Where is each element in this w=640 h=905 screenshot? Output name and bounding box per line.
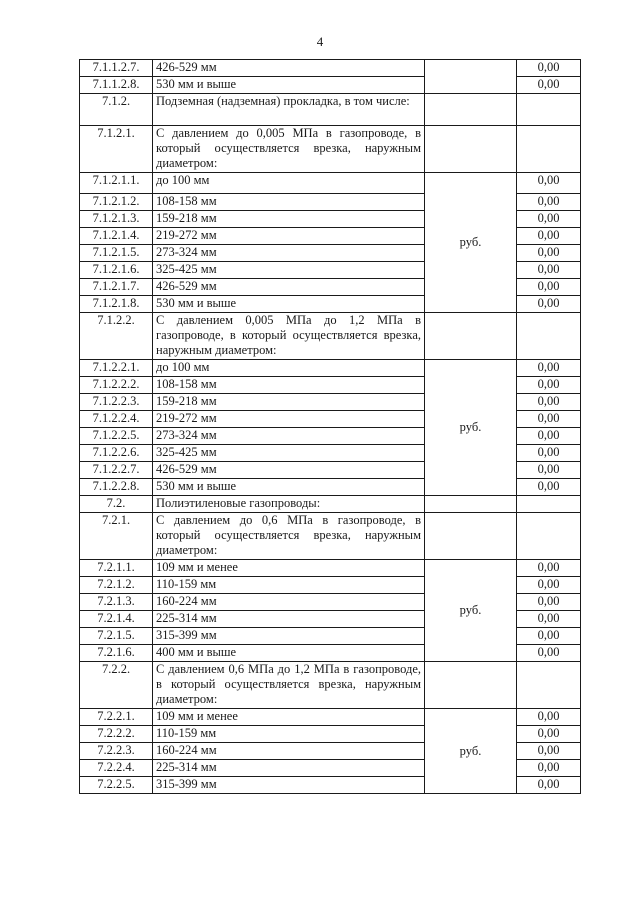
- row-description: 315-399 мм: [153, 628, 425, 645]
- row-description: 400 мм и выше: [153, 645, 425, 662]
- row-value: [517, 513, 581, 560]
- row-code: 7.1.2.1.3.: [80, 211, 153, 228]
- row-code: 7.1.2.1.: [80, 126, 153, 173]
- row-code: 7.2.2.5.: [80, 777, 153, 794]
- row-code: 7.1.2.2.6.: [80, 445, 153, 462]
- row-value: 0,00: [517, 428, 581, 445]
- row-value: 0,00: [517, 628, 581, 645]
- row-value: 0,00: [517, 377, 581, 394]
- row-code: 7.1.2.1.7.: [80, 279, 153, 296]
- row-description: до 100 мм: [153, 173, 425, 194]
- row-value: [517, 662, 581, 709]
- row-value: 0,00: [517, 577, 581, 594]
- section-row: [80, 94, 581, 126]
- row-value: 0,00: [517, 194, 581, 211]
- row-value: 0,00: [517, 394, 581, 411]
- row-value: 0,00: [517, 760, 581, 777]
- row-code: 7.1.2.2.8.: [80, 479, 153, 496]
- row-code: 7.1.2.2.2.: [80, 377, 153, 394]
- row-value: 0,00: [517, 77, 581, 94]
- row-value: 0,00: [517, 279, 581, 296]
- row-value: 0,00: [517, 245, 581, 262]
- row-code: 7.1.2.: [80, 94, 153, 126]
- row-description: 530 мм и выше: [153, 77, 425, 94]
- row-code: 7.1.2.2.: [80, 313, 153, 360]
- row-value: 0,00: [517, 726, 581, 743]
- table-row: [80, 709, 581, 726]
- row-value: [517, 496, 581, 513]
- row-description: 219-272 мм: [153, 411, 425, 428]
- unit-cell: [425, 94, 517, 126]
- row-value: [517, 126, 581, 173]
- row-value: 0,00: [517, 411, 581, 428]
- row-code: 7.1.2.2.7.: [80, 462, 153, 479]
- row-code: 7.1.2.2.3.: [80, 394, 153, 411]
- row-description: С давлением до 0,6 МПа в газопроводе, в который осуществляется врезка, наружным диаметром:: [153, 513, 425, 560]
- unit-cell: [425, 662, 517, 709]
- row-description: 159-218 мм: [153, 394, 425, 411]
- table-row: [80, 173, 581, 194]
- unit-cell: [425, 60, 517, 94]
- row-description: 159-218 мм: [153, 211, 425, 228]
- row-description: Полиэтиленовые газопроводы:: [153, 496, 425, 513]
- unit-cell: руб.: [425, 560, 517, 662]
- row-value: 0,00: [517, 211, 581, 228]
- row-description: 426-529 мм: [153, 462, 425, 479]
- row-value: 0,00: [517, 228, 581, 245]
- row-code: 7.2.1.3.: [80, 594, 153, 611]
- row-description: 108-158 мм: [153, 377, 425, 394]
- row-description: 426-529 мм: [153, 60, 425, 77]
- table-row: [80, 560, 581, 577]
- row-description: С давлением до 0,005 МПа в газопроводе, в который осуществляется врезка, наружным диаметром:: [153, 126, 425, 173]
- row-description: 219-272 мм: [153, 228, 425, 245]
- row-code: 7.2.1.4.: [80, 611, 153, 628]
- row-value: 0,00: [517, 560, 581, 577]
- row-value: 0,00: [517, 743, 581, 760]
- row-description: 160-224 мм: [153, 594, 425, 611]
- row-description: 315-399 мм: [153, 777, 425, 794]
- row-code: 7.1.2.1.5.: [80, 245, 153, 262]
- section-row: [80, 513, 581, 560]
- row-value: 0,00: [517, 360, 581, 377]
- page-number: 4: [316, 34, 324, 49]
- row-code: 7.2.1.1.: [80, 560, 153, 577]
- row-value: 0,00: [517, 173, 581, 194]
- row-description: 110-159 мм: [153, 726, 425, 743]
- row-value: 0,00: [517, 262, 581, 279]
- row-code: 7.1.2.1.6.: [80, 262, 153, 279]
- row-code: 7.1.2.1.4.: [80, 228, 153, 245]
- row-description: 530 мм и выше: [153, 479, 425, 496]
- row-description: Подземная (надземная) прокладка, в том числе:: [153, 94, 425, 126]
- row-description: 530 мм и выше: [153, 296, 425, 313]
- row-value: 0,00: [517, 645, 581, 662]
- unit-cell: [425, 313, 517, 360]
- section-row: [80, 126, 581, 173]
- row-value: 0,00: [517, 296, 581, 313]
- row-value: 0,00: [517, 462, 581, 479]
- row-code: 7.2.2.2.: [80, 726, 153, 743]
- row-value: [517, 94, 581, 126]
- row-description: С давлением 0,6 МПа до 1,2 МПа в газопроводе, в который осуществляется врезка, наружным диаметром:: [153, 662, 425, 709]
- row-code: 7.2.2.: [80, 662, 153, 709]
- row-value: 0,00: [517, 445, 581, 462]
- row-description: 325-425 мм: [153, 262, 425, 279]
- section-row: [80, 496, 581, 513]
- unit-cell: [425, 496, 517, 513]
- row-code: 7.2.1.6.: [80, 645, 153, 662]
- row-code: 7.1.2.2.5.: [80, 428, 153, 445]
- row-code: 7.2.1.2.: [80, 577, 153, 594]
- row-description: 110-159 мм: [153, 577, 425, 594]
- tariff-table: [79, 59, 581, 794]
- row-code: 7.2.2.1.: [80, 709, 153, 726]
- row-code: 7.2.2.4.: [80, 760, 153, 777]
- row-description: С давлением 0,005 МПа до 1,2 МПа в газопроводе, в который осуществляется врезка, наружным диаметром:: [153, 313, 425, 360]
- row-description: 225-314 мм: [153, 611, 425, 628]
- section-row: [80, 313, 581, 360]
- row-value: 0,00: [517, 709, 581, 726]
- table-row: [80, 60, 581, 77]
- row-value: 0,00: [517, 479, 581, 496]
- row-code: 7.1.2.2.4.: [80, 411, 153, 428]
- row-value: 0,00: [517, 611, 581, 628]
- row-description: до 100 мм: [153, 360, 425, 377]
- row-description: 160-224 мм: [153, 743, 425, 760]
- row-code: 7.2.: [80, 496, 153, 513]
- row-code: 7.1.2.1.1.: [80, 173, 153, 194]
- row-code: 7.1.2.1.8.: [80, 296, 153, 313]
- row-code: 7.1.1.2.8.: [80, 77, 153, 94]
- unit-cell: [425, 513, 517, 560]
- row-description: 273-324 мм: [153, 428, 425, 445]
- row-description: 109 мм и менее: [153, 709, 425, 726]
- row-description: 108-158 мм: [153, 194, 425, 211]
- table-row: [80, 360, 581, 377]
- unit-cell: [425, 126, 517, 173]
- unit-cell: руб.: [425, 360, 517, 496]
- row-description: 273-324 мм: [153, 245, 425, 262]
- row-code: 7.2.1.5.: [80, 628, 153, 645]
- row-description: 225-314 мм: [153, 760, 425, 777]
- row-value: [517, 313, 581, 360]
- row-value: 0,00: [517, 594, 581, 611]
- row-description: 426-529 мм: [153, 279, 425, 296]
- row-code: 7.1.2.2.1.: [80, 360, 153, 377]
- row-description: 109 мм и менее: [153, 560, 425, 577]
- row-code: 7.2.2.3.: [80, 743, 153, 760]
- row-value: 0,00: [517, 777, 581, 794]
- row-code: 7.1.2.1.2.: [80, 194, 153, 211]
- unit-cell: руб.: [425, 173, 517, 313]
- unit-cell: руб.: [425, 709, 517, 794]
- section-row: [80, 662, 581, 709]
- row-code: 7.1.1.2.7.: [80, 60, 153, 77]
- row-description: 325-425 мм: [153, 445, 425, 462]
- row-code: 7.2.1.: [80, 513, 153, 560]
- row-value: 0,00: [517, 60, 581, 77]
